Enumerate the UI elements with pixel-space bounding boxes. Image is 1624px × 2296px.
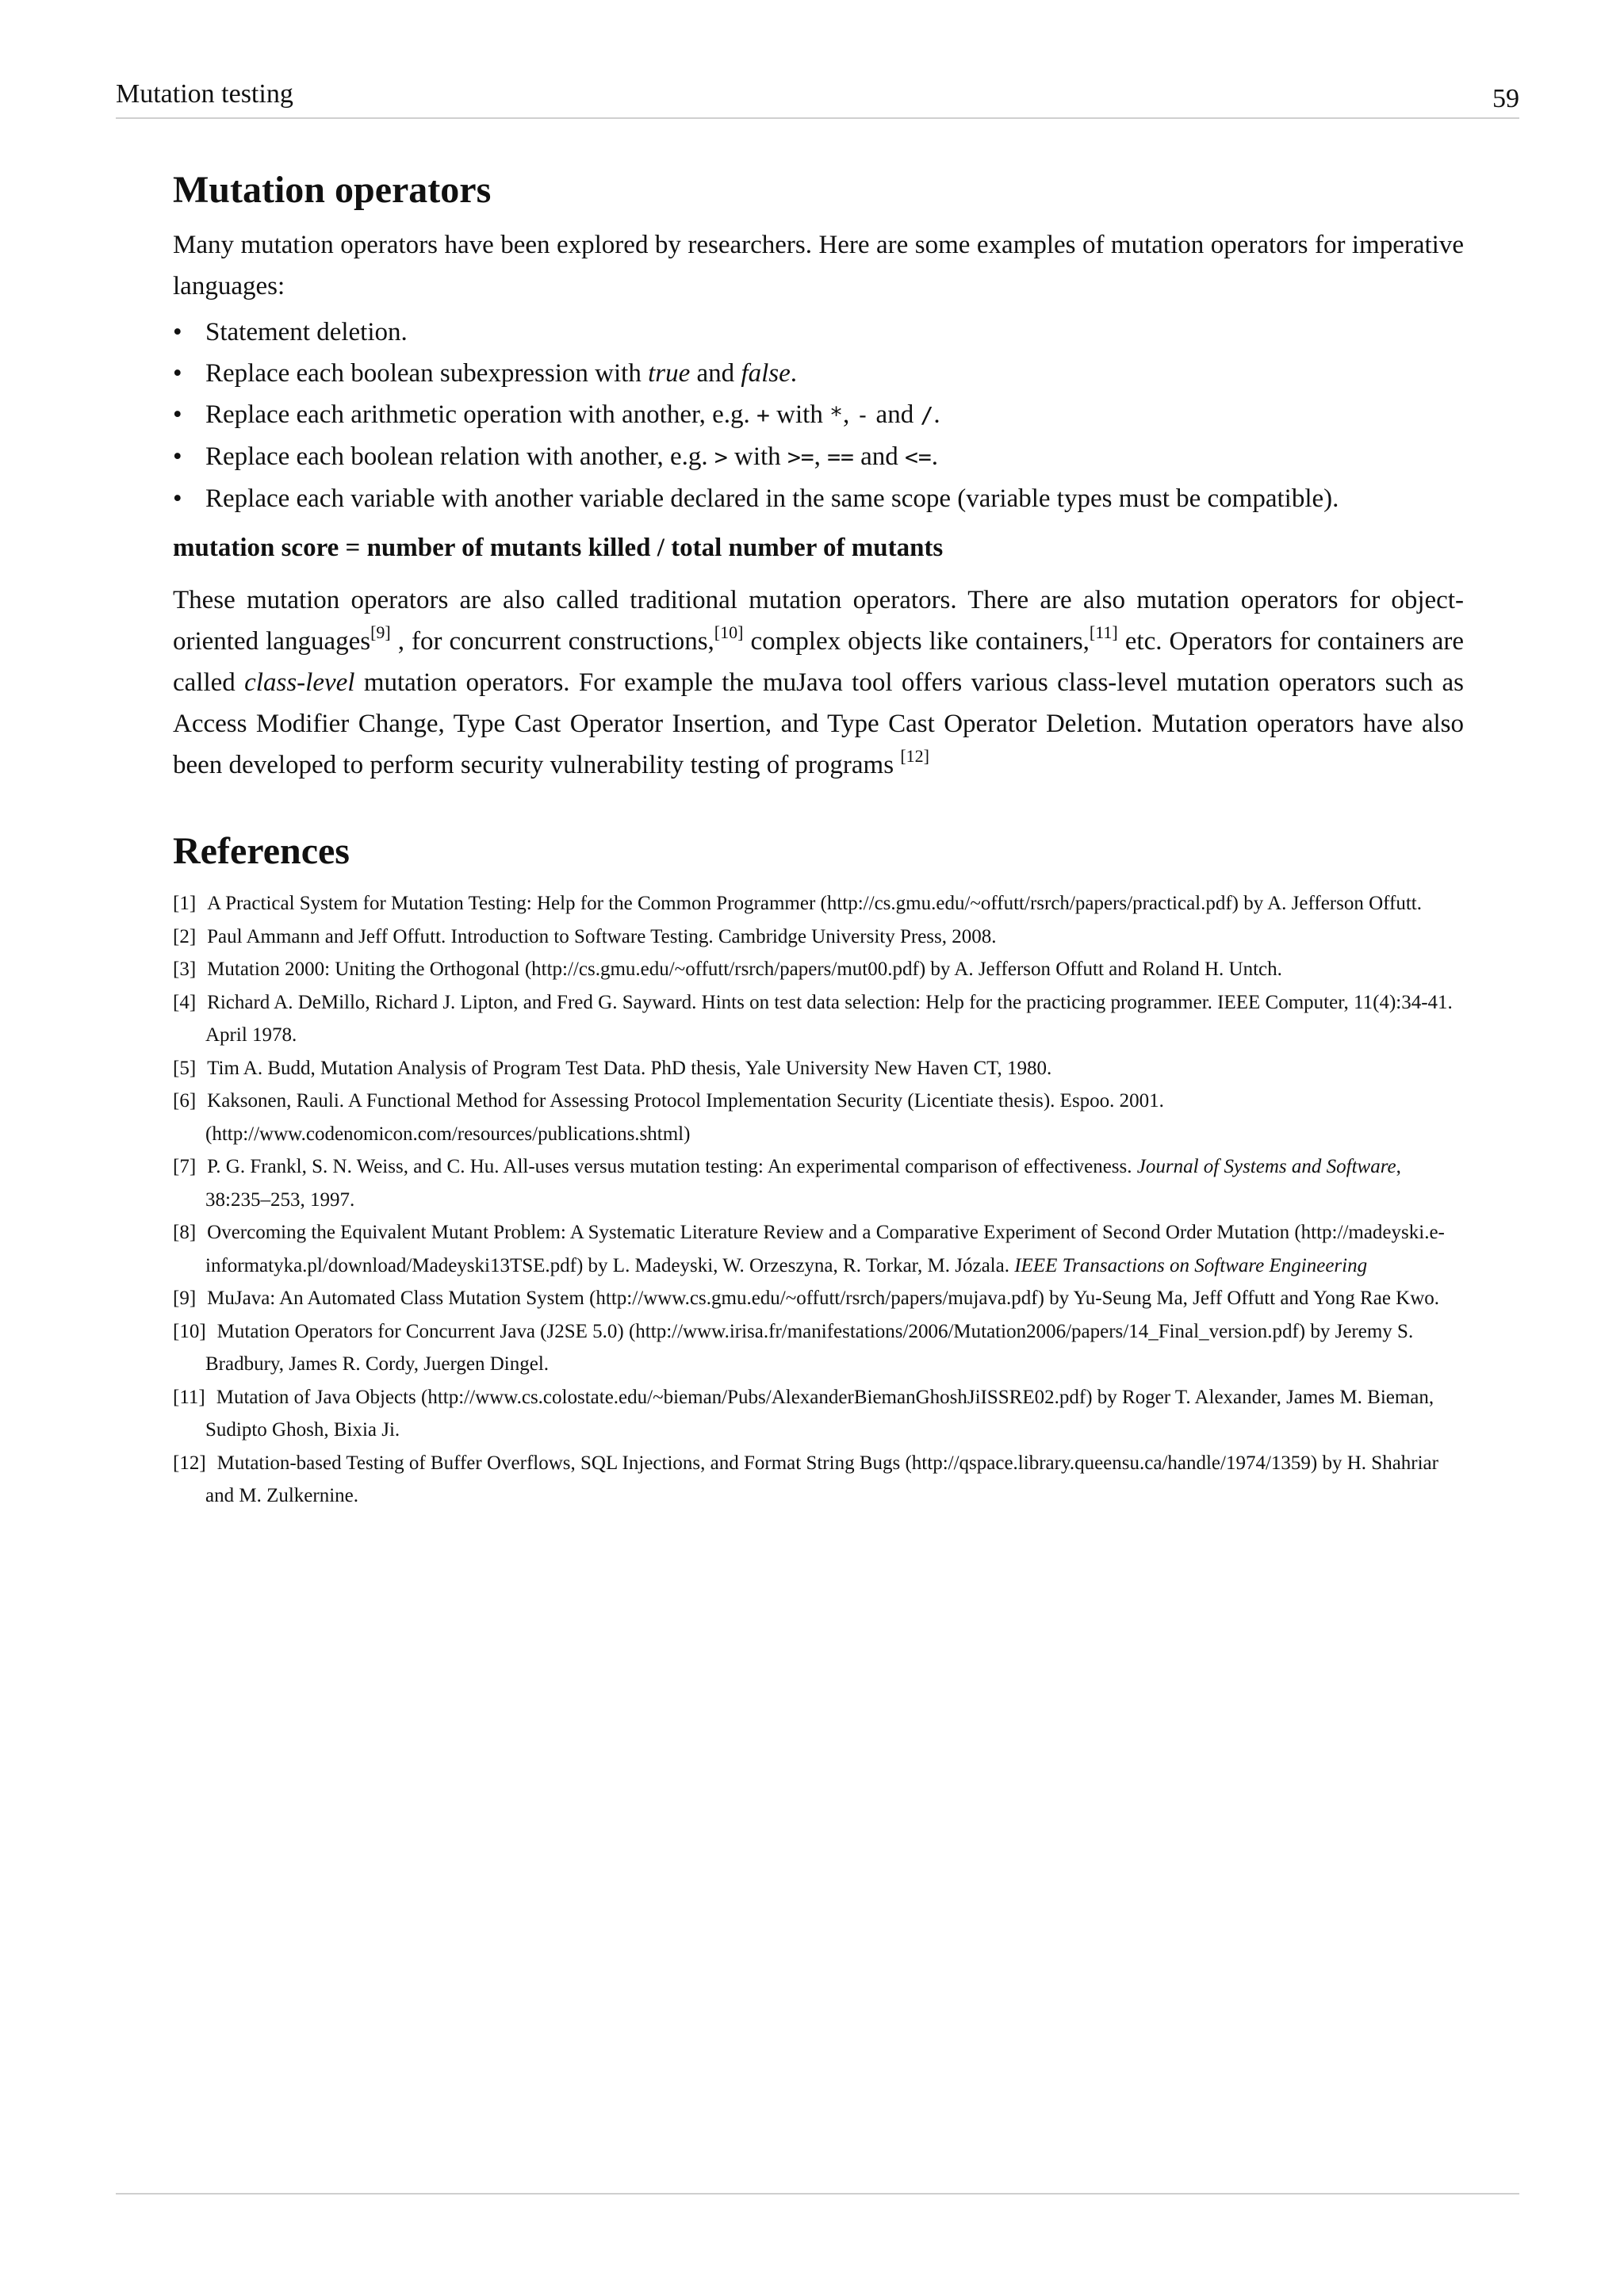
code-operator: + [756, 402, 770, 428]
list-item [173, 436, 1464, 478]
running-header [116, 79, 1519, 119]
reference-number: [7] [173, 1156, 197, 1177]
code-operator: == [827, 444, 854, 470]
reference-item [173, 1085, 1464, 1150]
reference-number: [1] [173, 893, 197, 914]
journal-title: Journal of Systems and Software [1136, 1156, 1396, 1177]
reference-item [173, 1315, 1464, 1381]
reference-text[interactable]: MuJava: An Automated Class Mutation System (http://www.cs.gmu.edu/~offutt/rsrch/papers/mujava.pdf) by Yu-Seung Ma, Jeff Offutt and Yong Rae Kwo. [207, 1288, 1440, 1309]
reference-item [173, 920, 1464, 954]
operator-list [173, 312, 1464, 519]
reference-text[interactable]: Overcoming the Equivalent Mutant Problem: A Systematic Literature Review and a Comparative Experiment of Second Order Mutation (http://madeyski.e-informatyka.pl/download/Madeyski13TSE.pdf) by L. Madeyski, W. Orzeszyna, R. Torkar, M. Józala. [205, 1222, 1445, 1276]
reference-number: [10] [173, 1320, 206, 1342]
list-item [173, 312, 1464, 353]
page-content [173, 163, 1464, 1513]
mutation-score-formula: mutation score = number of mutants killed / total number of mutants [173, 534, 944, 562]
reference-item [173, 1447, 1464, 1513]
list-item-text: . [933, 400, 940, 429]
reference-text[interactable]: Mutation-based Testing of Buffer Overflows, SQL Injections, and Format String Bugs (http://qspace.library.queensu.ca/handle/1974/1359) by H. Shahriar and M. Zulkernine. [205, 1452, 1438, 1506]
reference-number: [6] [173, 1090, 197, 1112]
footer-rule [116, 2193, 1519, 2195]
reference-number: [4] [173, 991, 197, 1013]
reference-list [173, 887, 1464, 1513]
reference-number: [2] [173, 925, 197, 947]
running-title: Mutation testing [116, 79, 293, 109]
citation-link-10[interactable]: [10] [714, 622, 744, 642]
paragraph-text: etc. Operators for containers are called [173, 627, 1464, 697]
section-heading: Mutation operators [173, 169, 492, 211]
page-number: 59 [1492, 84, 1519, 113]
list-item-text: Replace each boolean subexpression with [205, 359, 649, 388]
list-item-text: Replace each variable with another variable declared in the same scope (variable types must be compatible). [205, 484, 1339, 513]
list-item-text: , [814, 442, 828, 471]
reference-number: [8] [173, 1222, 197, 1243]
reference-text[interactable]: Kaksonen, Rauli. A Functional Method for Assessing Protocol Implementation Security (Licentiate thesis). Espoo. 2001. (http://www.codenomicon.com/resources/publications.shtml) [205, 1090, 1164, 1145]
citation-link-9[interactable]: [9] [370, 622, 391, 642]
list-item [173, 478, 1464, 519]
reference-number: [3] [173, 959, 197, 980]
paragraph-text: complex objects like containers, [743, 627, 1090, 656]
list-item-text: Replace each arithmetic operation with another, e.g. [205, 400, 757, 429]
list-item-text: and [690, 359, 741, 388]
citation-link-11[interactable]: [11] [1089, 622, 1118, 642]
code-operator: > [714, 444, 728, 470]
list-item-text: . [790, 359, 797, 388]
reference-text: Richard A. DeMillo, Richard J. Lipton, and Fred G. Sayward. Hints on test data selection: Help for the practicing programmer. IEEE Computer, 11(4):34-41. April 1978. [205, 991, 1453, 1046]
paragraph-text: , for concurrent constructions, [390, 627, 714, 656]
code-operator: - [856, 402, 870, 428]
reference-number: [11] [173, 1386, 205, 1408]
keyword-false: false [741, 359, 791, 388]
reference-number: [9] [173, 1288, 197, 1309]
reference-item [173, 953, 1464, 986]
reference-text: P. G. Frankl, S. N. Weiss, and C. Hu. All-uses versus mutation testing: An experimental comparison of effectiveness. [207, 1156, 1137, 1177]
reference-text: Paul Ammann and Jeff Offutt. Introduction to Software Testing. Cambridge University Press, 2008. [207, 925, 997, 947]
list-item-text: with [727, 442, 787, 471]
list-item-text: with [769, 400, 830, 429]
journal-title: IEEE Transactions on Software Engineering [1014, 1254, 1368, 1276]
code-operator: / [920, 402, 934, 428]
list-item [173, 353, 1464, 394]
reference-text[interactable]: A Practical System for Mutation Testing: Help for the Common Programmer (http://cs.gmu.edu/~offutt/rsrch/papers/practical.pdf) by A. Jefferson Offutt. [207, 893, 1423, 914]
emphasis-class-level: class-level [244, 668, 355, 697]
list-item-text: Replace each boolean relation with another, e.g. [205, 442, 714, 471]
code-operator: * [829, 402, 843, 428]
keyword-true: true [648, 359, 691, 388]
citation-link-12[interactable]: [12] [900, 746, 929, 766]
list-item-text: , [842, 400, 856, 429]
reference-text: Tim A. Budd, Mutation Analysis of Program Test Data. PhD thesis, Yale University New Haven CT, 1980. [207, 1057, 1052, 1079]
list-item [173, 394, 1464, 436]
reference-item [173, 887, 1464, 920]
code-operator: <= [905, 444, 932, 470]
reference-text: , 38:235–253, 1997. [205, 1156, 1401, 1211]
reference-item [173, 1150, 1464, 1216]
code-operator: >= [787, 444, 814, 470]
paragraph-text: mutation operators. For example the muJava tool offers various class-level mutation operators such as Access Modifier Change, Type Cast Operator Insertion, and Type Cast Operator Deletion. Mutation operators have also been developed to perform security vulnerability testing of programs [173, 668, 1464, 779]
references-heading: References [173, 830, 350, 872]
reference-item [173, 986, 1464, 1052]
reference-number: [12] [173, 1452, 206, 1474]
operators-paragraph [173, 580, 1464, 786]
reference-item [173, 1381, 1464, 1447]
reference-text[interactable]: Mutation of Java Objects (http://www.cs.colostate.edu/~bieman/Pubs/AlexanderBiemanGhoshJiISSRE02.pdf) by Roger T. Alexander, James M. Bieman, Sudipto Ghosh, Bixia Ji. [205, 1386, 1434, 1441]
list-item-text: and [853, 442, 906, 471]
paragraph-text: These mutation operators are also called traditional mutation operators. There are also mutation operators for object-oriented languages [173, 586, 1464, 656]
list-item-text: and [869, 400, 921, 429]
reference-number: [5] [173, 1057, 197, 1079]
list-item-text: Statement deletion. [205, 318, 408, 346]
reference-text[interactable]: Mutation Operators for Concurrent Java (J2SE 5.0) (http://www.irisa.fr/manifestations/2006/Mutation2006/papers/14_Final_version.pdf) by Jeremy S. Bradbury, James R. Cordy, Juergen Dingel. [205, 1320, 1414, 1375]
reference-text[interactable]: Mutation 2000: Uniting the Orthogonal (http://cs.gmu.edu/~offutt/rsrch/papers/mut00.pdf) by A. Jefferson Offutt and Roland H. Untch. [207, 959, 1282, 980]
list-item-text: . [931, 442, 938, 471]
reference-item [173, 1052, 1464, 1085]
reference-item [173, 1216, 1464, 1282]
reference-item [173, 1282, 1464, 1315]
intro-paragraph: Many mutation operators have been explored by researchers. Here are some examples of mutation operators for imperative languages: [173, 231, 1464, 300]
